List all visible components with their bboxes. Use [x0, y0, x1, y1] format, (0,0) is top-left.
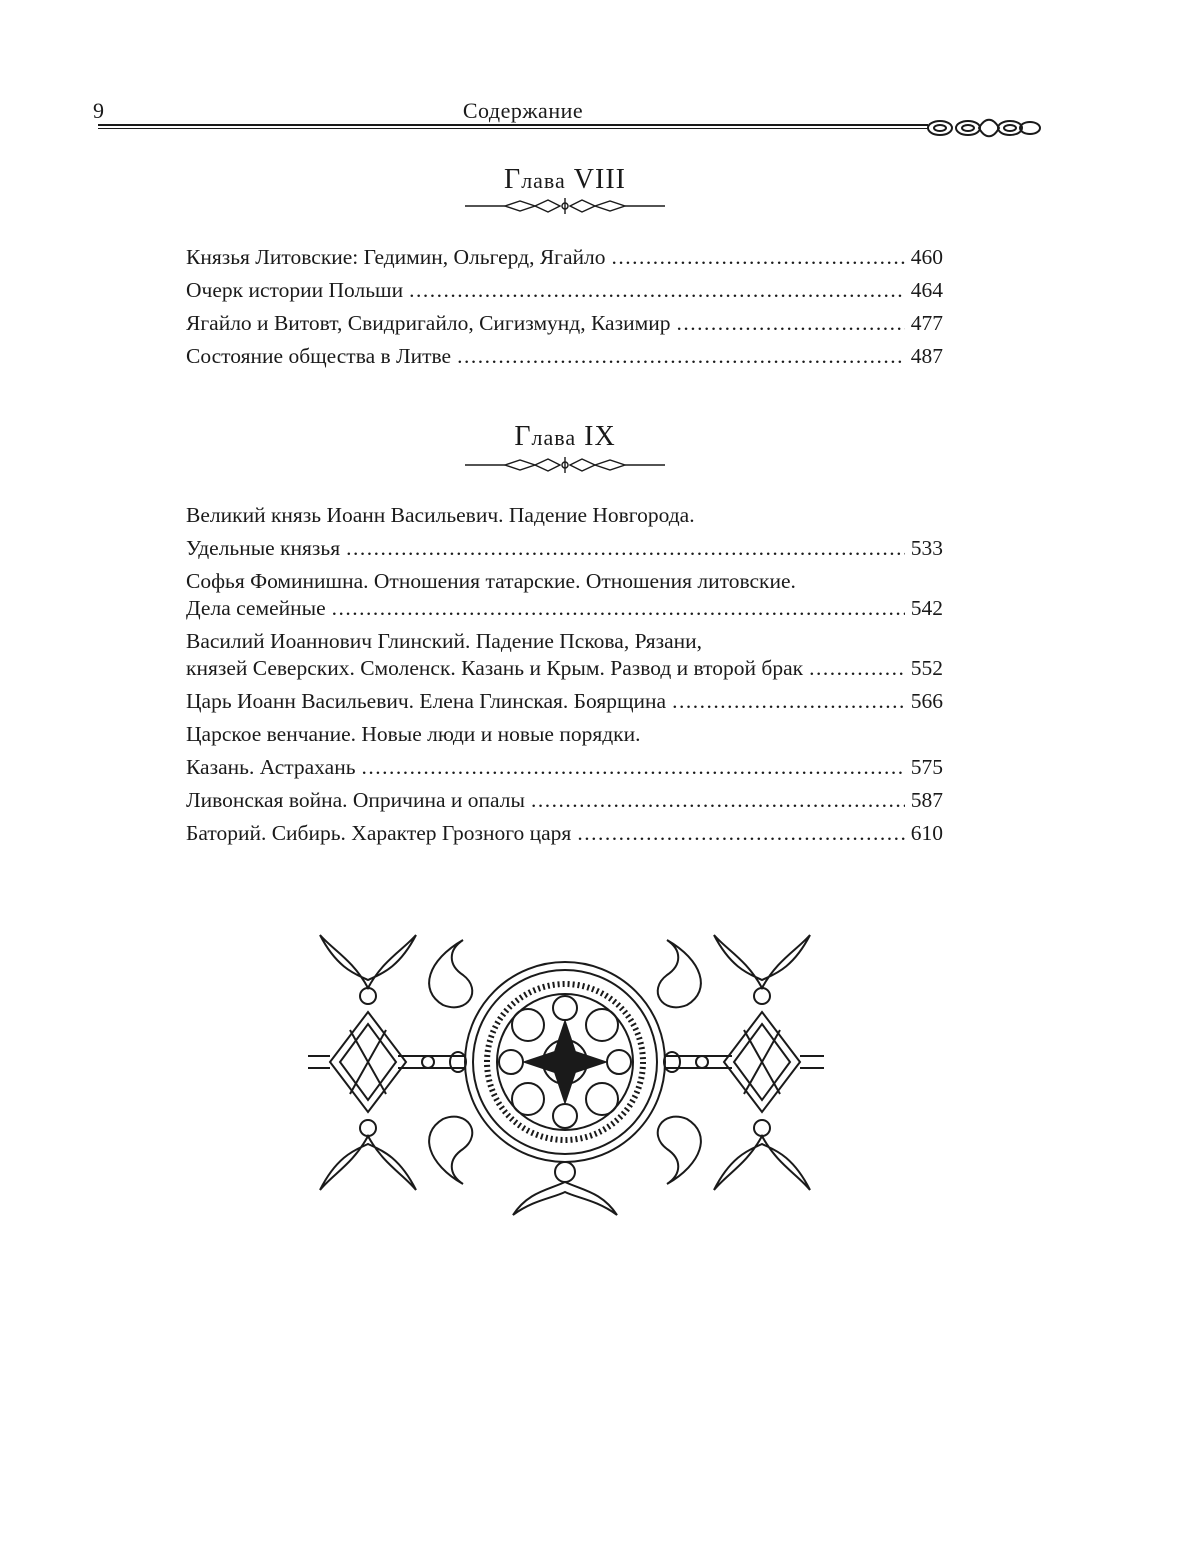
running-title: Содержание: [462, 98, 584, 123]
toc-page-number: 487: [910, 344, 943, 368]
chapter-9-toc: [186, 499, 943, 850]
chapter-8-toc: [186, 241, 943, 373]
toc-page-number: 477: [910, 311, 943, 335]
toc-entry[interactable]: Князья Литовские: Гедимин, Ольгерд, Ягайло ..... 460: [186, 241, 943, 274]
toc-entry[interactable]: Царь Иоанн Васильевич. Елена Глинская. Боярщина ..... 566: [186, 685, 943, 718]
running-header: [93, 98, 1043, 138]
toc-entry[interactable]: Ягайло и Витовт, Свидригайло, Сигизмунд, Казимир ..... 477: [186, 307, 943, 340]
page-number: 9: [93, 98, 104, 123]
toc-page-number: 587: [910, 788, 943, 812]
toc-entry[interactable]: Софья Фоминишна. Отношения татарские. Отношения литовские. Дела семейные ..... 542: [186, 565, 943, 625]
chapter-9-heading: Глава IX: [514, 421, 616, 452]
toc-page-number: 542: [910, 596, 943, 620]
toc-entry[interactable]: Баторий. Сибирь. Характер Грозного царя ..... 610: [186, 817, 943, 850]
toc-entry[interactable]: Состояние общества в Литве ..... 487: [186, 340, 943, 373]
toc-page-number: 610: [910, 821, 943, 845]
toc-page-number: 566: [910, 689, 943, 713]
header-rule: [98, 124, 928, 131]
toc-page-number: 552: [910, 656, 943, 680]
toc-entry[interactable]: Ливонская война. Опричина и опалы ..... 587: [186, 784, 943, 817]
toc-entry[interactable]: Великий князь Иоанн Васильевич. Падение Новгорода. Удельные князья ..... 533: [186, 499, 943, 565]
chapter-9-divider: [465, 456, 665, 474]
chapter-8-divider: [465, 197, 665, 215]
header-knot-ornament: [925, 114, 1043, 142]
decorative-tailpiece-ornament: [298, 930, 838, 1220]
toc-page-number: 464: [910, 278, 943, 302]
toc-entry[interactable]: Царское венчание. Новые люди и новые порядки. Казань. Астрахань ..... 575: [186, 718, 943, 784]
toc-page-number: 533: [910, 536, 943, 560]
toc-entry[interactable]: Очерк истории Польши ..... 464: [186, 274, 943, 307]
toc-page-number: 575: [910, 755, 943, 779]
chapter-8-heading: Глава VIII: [504, 164, 626, 195]
toc-page-number: 460: [910, 245, 943, 269]
toc-entry[interactable]: Василий Иоаннович Глинский. Падение Пскова, Рязани, князей Северских. Смоленск. Казань и Крым. Развод и второй брак ..... 552: [186, 625, 943, 685]
